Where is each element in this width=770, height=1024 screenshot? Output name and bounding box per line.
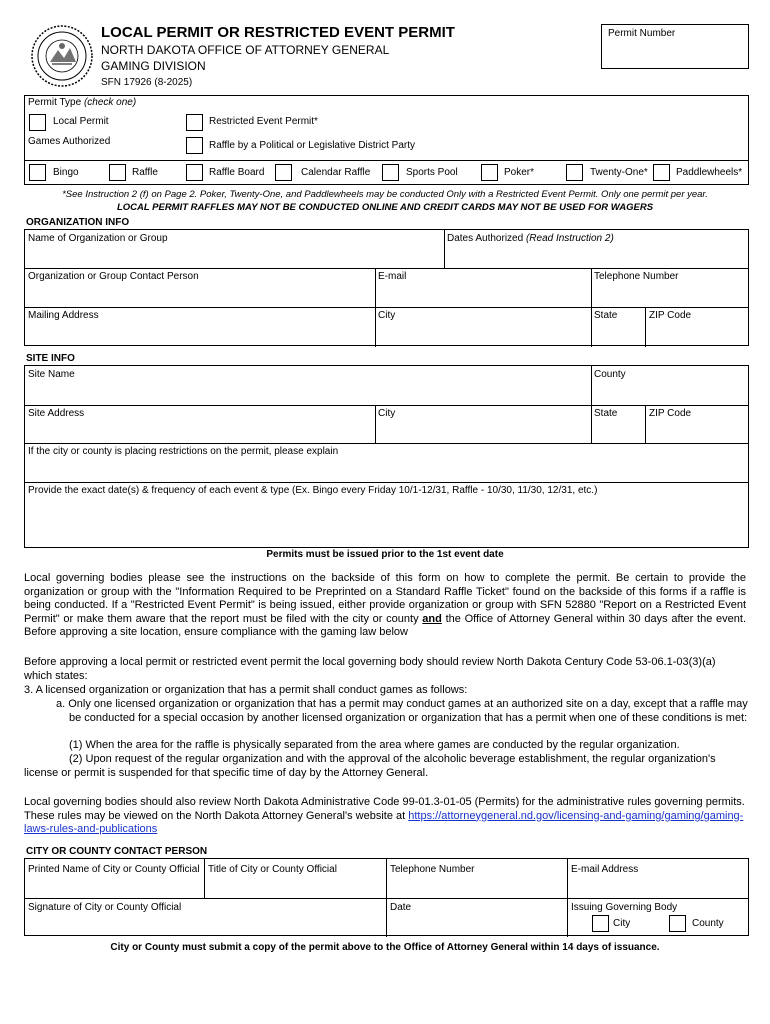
dates-authorized-text: Dates Authorized <box>447 233 524 244</box>
site-address-label: Site Address <box>28 408 85 419</box>
poker-label: Poker* <box>504 167 535 178</box>
zip-label: ZIP Code <box>649 310 692 321</box>
site-state-label: State <box>594 408 618 419</box>
calendar-raffle-checkbox[interactable] <box>275 164 292 181</box>
twenty-one-checkbox[interactable] <box>566 164 583 181</box>
raffle-board-label: Raffle Board <box>209 167 265 178</box>
dates-authorized-note: (Read Instruction 2) <box>525 233 614 244</box>
paragraph-1a: Local governing bodies please see the instructions on the backside of this form on how to complete the permit. Be certain to provide the organization or group with the "Information Required to be Preprinted on a Standard Raffle Ticket" found on the backside of this forms if a raffle is being conducted. If a "Restricted Event Permit" is being issued, either provide organization or group with SFN 52880 "Report on a Restricted Event Permit" or make them aware that the report must be filed with the city or county <box>24 572 746 625</box>
org-heading: ORGANIZATION INFO <box>26 217 130 228</box>
bingo-label: Bingo <box>53 167 79 178</box>
raffle-board-checkbox[interactable] <box>186 164 203 181</box>
paragraph-6: (2) Upon request of the regular organization and with the approval of the alcoholic beverage establishment, the regular organization's license or permit is suspended for that specific time of day by the Attorney General. <box>24 753 716 779</box>
official-title-label: Title of City or County Official <box>208 864 337 875</box>
paragraph-2: Before approving a local permit or restricted event permit the local governing body should review North Dakota Century Code 53-06.1-03(3)(a) which states: <box>24 656 716 682</box>
site-zip-label: ZIP Code <box>649 408 692 419</box>
divider <box>25 307 748 308</box>
paragraph-7-text: Local governing bodies should also review North Dakota Administrative Code 99-01.3-01-05 (Permits) for the administrative rules governing permits. These rules may be viewed on the North Dakota Attorney General's website at <box>24 796 745 822</box>
divider <box>386 859 387 937</box>
ag-website-link[interactable]: https://attorneygeneral.nd.gov/licensing-and-gaming/gaming/gaming-laws-rules-and-publications <box>24 809 744 836</box>
signature-label: Signature of City or County Official <box>28 902 182 913</box>
sports-pool-checkbox[interactable] <box>382 164 399 181</box>
divider <box>25 443 748 444</box>
restricted-permit-checkbox[interactable] <box>186 114 203 131</box>
contact-person-label: Organization or Group Contact Person <box>28 271 199 282</box>
city-label: City <box>378 310 396 321</box>
twenty-one-label: Twenty-One* <box>590 167 648 178</box>
issued-note: Permits must be issued prior to the 1st event date <box>266 549 504 560</box>
restricted-permit-label: Restricted Event Permit* <box>209 116 318 127</box>
date-label: Date <box>390 902 412 913</box>
political-raffle-label: Raffle by a Political or Legislative District Party <box>209 140 416 151</box>
local-permit-label: Local Permit <box>53 116 109 127</box>
divider <box>25 268 748 269</box>
paddlewheels-checkbox[interactable] <box>653 164 670 181</box>
paragraph-1b: the Office of Attorney General within 30 days after the event. Before approving a site location, ensure compliance with the gaming law below <box>24 612 747 639</box>
site-city-label: City <box>378 408 396 419</box>
divider <box>25 160 748 161</box>
divider <box>25 405 748 406</box>
local-permit-checkbox[interactable] <box>29 114 46 131</box>
paragraph-1-and: and <box>422 612 442 625</box>
footer-note: City or County must submit a copy of the permit above to the Office of Attorney General within 14 days of issuance. <box>110 942 660 953</box>
state-label: State <box>594 310 618 321</box>
divider <box>567 859 568 937</box>
contact-section <box>24 858 749 936</box>
contact-heading: CITY OR COUNTY CONTACT PERSON <box>26 846 208 857</box>
paragraph-1 <box>24 572 746 640</box>
contact-email-label: E-mail Address <box>571 864 639 875</box>
divider <box>444 230 445 268</box>
permit-type-label <box>28 97 136 108</box>
permit-type-note: (check one) <box>83 97 137 108</box>
paragraph-4: a. Only one licensed organization or organization that has a permit may conduct games at an authorized site on a day, except that a raffle may be conducted for a special occasion by another licensed organization or organization that has a permit when one of these conditions is met: <box>56 698 748 724</box>
phone-label: Telephone Number <box>594 271 679 282</box>
issuing-body-label: Issuing Governing Body <box>571 902 678 913</box>
state-seal <box>30 24 94 88</box>
county-label: County <box>594 369 626 380</box>
site-section <box>24 365 749 548</box>
issuing-city-checkbox[interactable] <box>592 915 609 932</box>
form-title: LOCAL PERMIT OR RESTRICTED EVENT PERMIT <box>101 24 455 41</box>
seal-icon <box>30 24 94 88</box>
bingo-checkbox[interactable] <box>29 164 46 181</box>
divider <box>25 482 748 483</box>
poker-checkbox[interactable] <box>481 164 498 181</box>
divider <box>645 307 646 347</box>
paragraph-7 <box>24 796 746 837</box>
divider <box>375 268 376 347</box>
sports-pool-label: Sports Pool <box>406 167 458 178</box>
calendar-raffle-label: Calendar Raffle <box>301 167 371 178</box>
agency-line1: NORTH DAKOTA OFFICE OF ATTORNEY GENERAL <box>101 43 390 57</box>
email-label: E-mail <box>378 271 407 282</box>
online-note: LOCAL PERMIT RAFFLES MAY NOT BE CONDUCTED ONLINE AND CREDIT CARDS MAY NOT BE USED FOR WAGERS <box>116 202 654 213</box>
agency-line2: GAMING DIVISION <box>101 59 206 73</box>
permit-type-section <box>24 95 749 185</box>
paragraph-5: (1) When the area for the raffle is physically separated from the area where games are conducted by the regular organization. <box>69 739 680 751</box>
paragraph-3: 3. A licensed organization or organization that has a permit shall conduct games as follows: <box>24 684 468 696</box>
divider <box>645 405 646 443</box>
divider <box>591 366 592 443</box>
site-heading: SITE INFO <box>26 353 75 364</box>
org-name-label: Name of Organization or Group <box>28 233 168 244</box>
printed-name-label: Printed Name of City or County Official <box>28 864 200 875</box>
games-authorized-label: Games Authorized <box>28 136 111 147</box>
dates-authorized-label <box>447 233 614 244</box>
form-number: SFN 17926 (8-2025) <box>101 77 193 88</box>
divider <box>591 268 592 347</box>
raffle-label: Raffle <box>132 167 158 178</box>
restrictions-label: If the city or county is placing restrictions on the permit, please explain <box>28 446 339 457</box>
permit-number-field[interactable] <box>601 24 749 69</box>
permit-type-title: Permit Type <box>28 97 82 108</box>
divider <box>375 405 376 443</box>
org-section <box>24 229 749 346</box>
issuing-county-checkbox[interactable] <box>669 915 686 932</box>
permit-number-label: Permit Number <box>608 28 676 39</box>
issuing-city-label: City <box>613 918 631 929</box>
issuing-county-label: County <box>692 918 724 929</box>
instruction-note: *See Instruction 2 (f) on Page 2. Poker, Twenty-One, and Paddlewheels may be conducted Only with a Restricted Event Permit. Only one permit per year. <box>62 189 708 200</box>
event-dates-label: Provide the exact date(s) & frequency of each event & type (Ex. Bingo every Friday 10/1-12/31, Raffle - 10/30, 11/30, 12/31, etc.) <box>28 485 598 496</box>
paddlewheels-label: Paddlewheels* <box>676 167 743 178</box>
political-raffle-checkbox[interactable] <box>186 137 203 154</box>
site-name-label: Site Name <box>28 369 75 380</box>
mailing-address-label: Mailing Address <box>28 310 99 321</box>
divider <box>204 859 205 898</box>
contact-phone-label: Telephone Number <box>390 864 475 875</box>
raffle-checkbox[interactable] <box>109 164 126 181</box>
